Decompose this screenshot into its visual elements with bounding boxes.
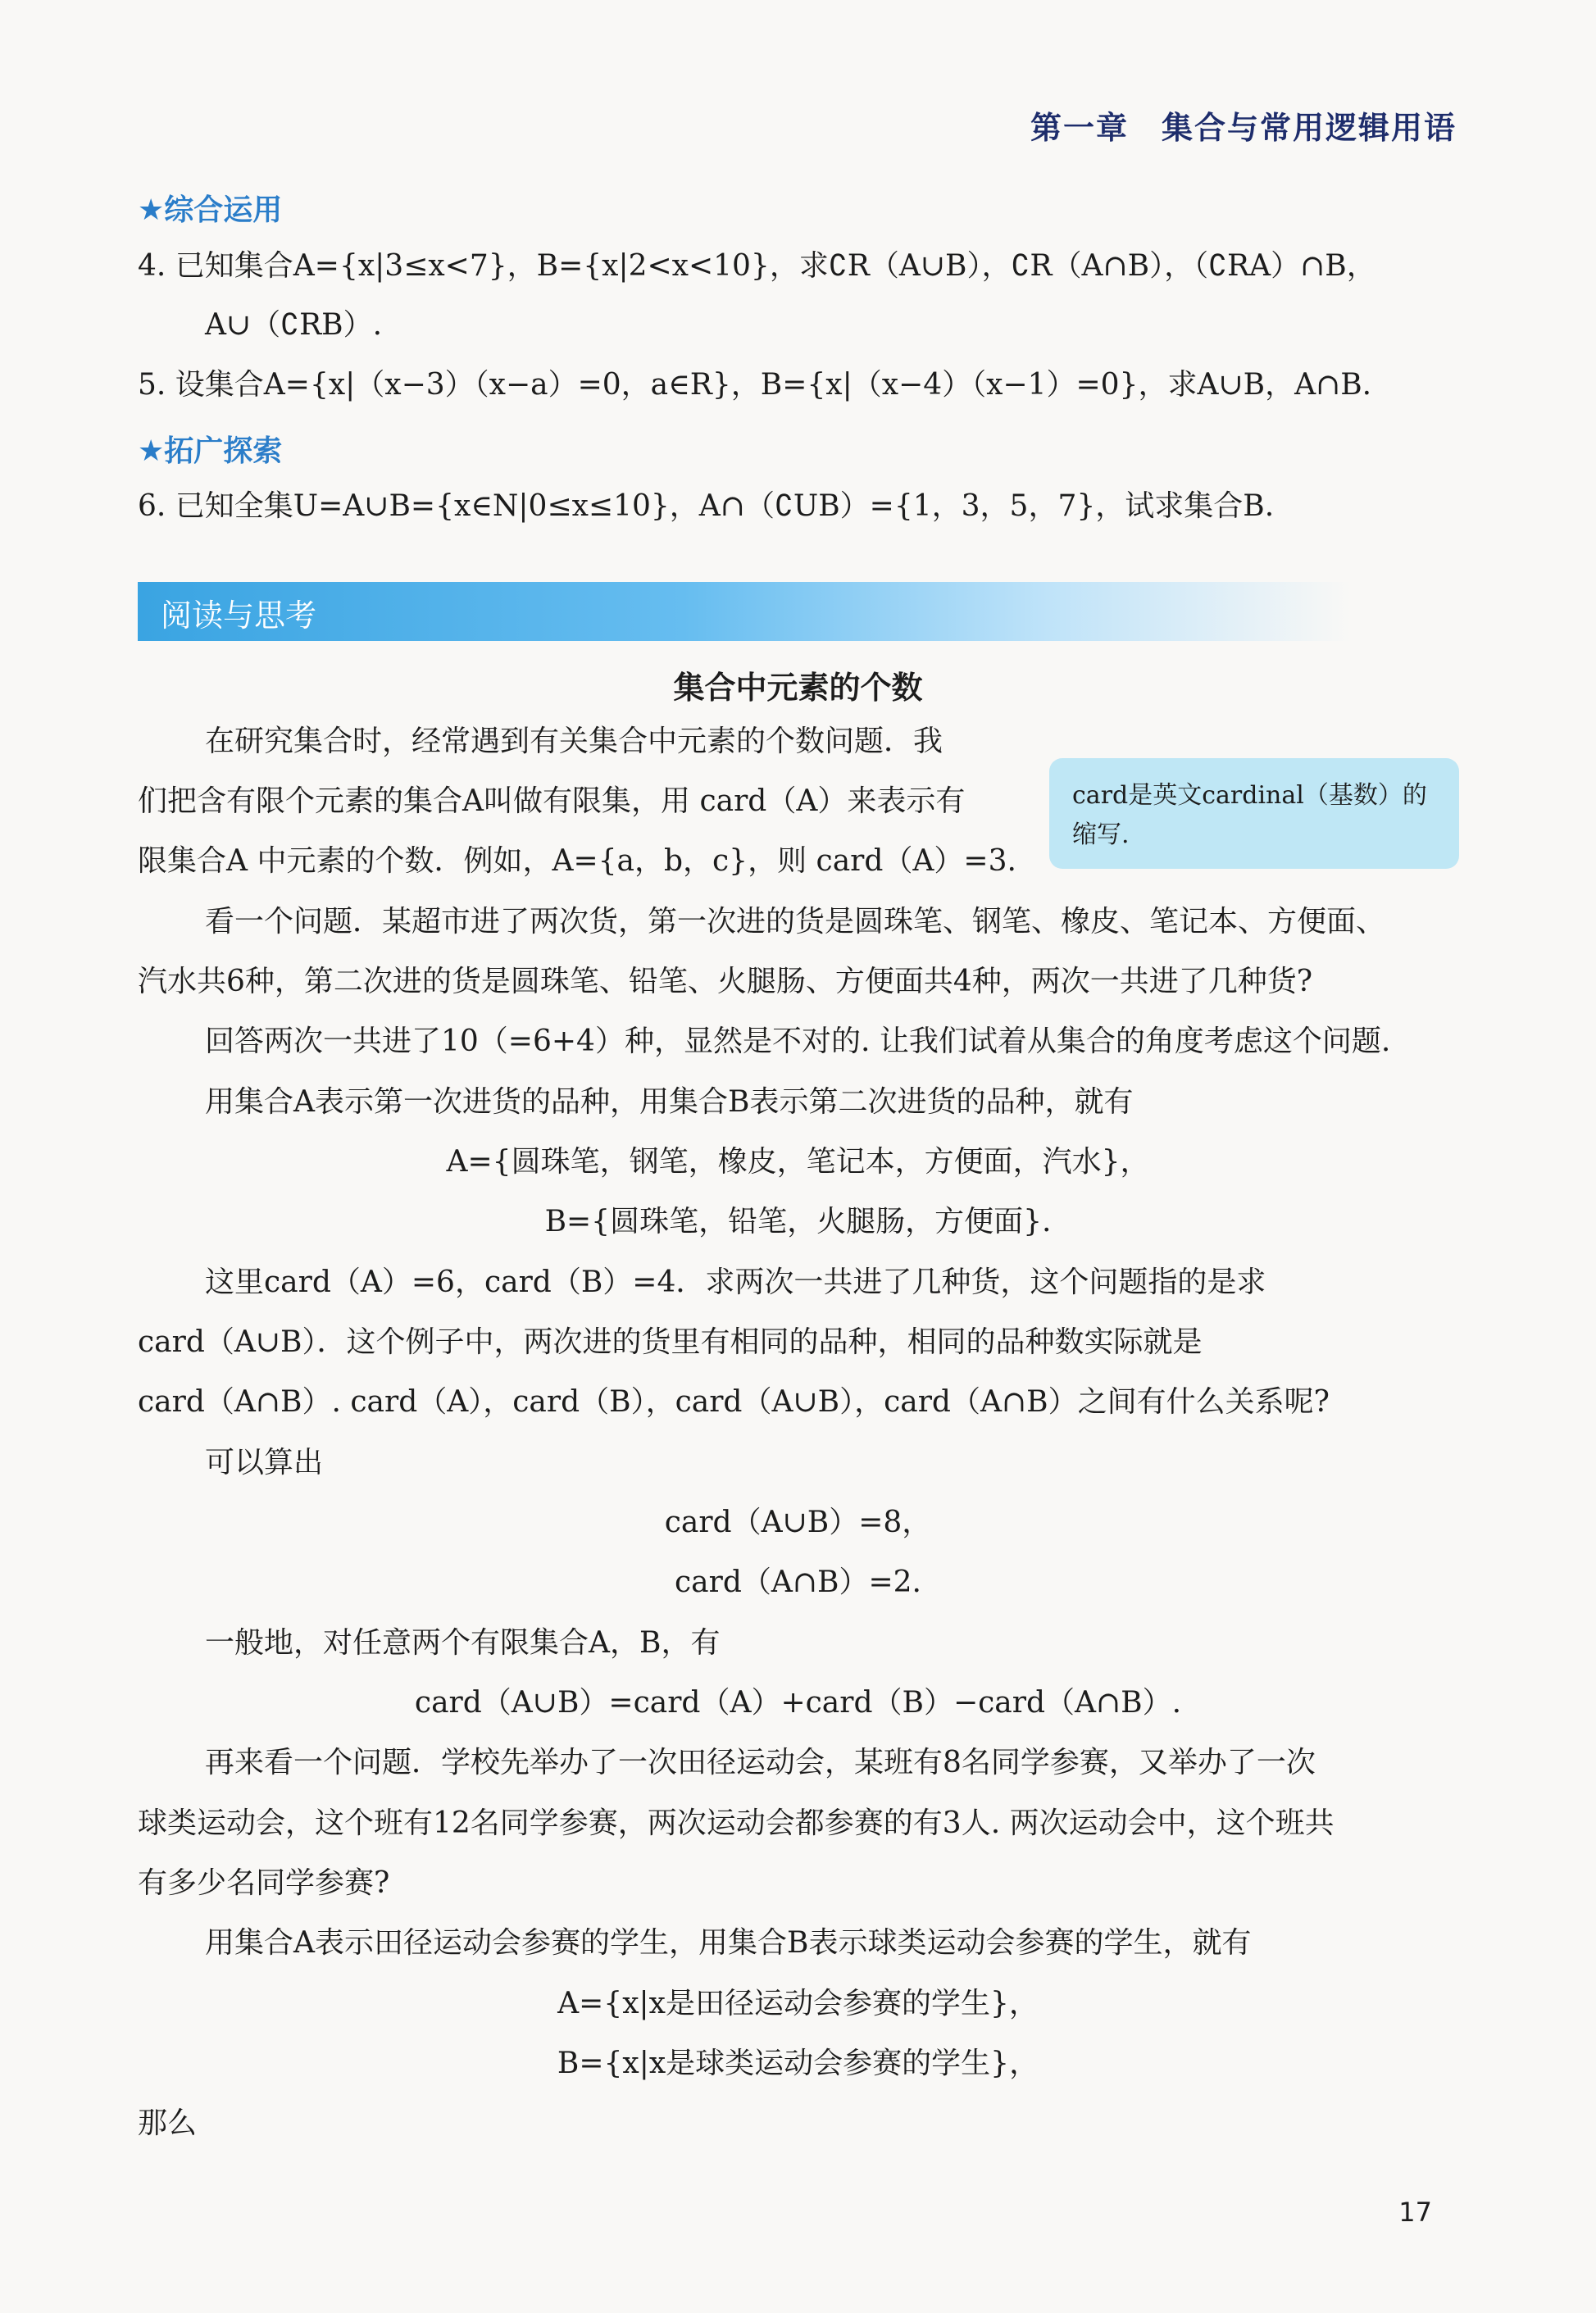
paragraph-line: 这里card（A）=6，card（B）=4．求两次一共进了几种货，这个问题指的是求 (205, 1266, 1266, 1299)
paragraph-line: 球类运动会，这个班有12名同学参赛，两次运动会都参赛的有3人. 两次运动会中，这个班共 (138, 1806, 1335, 1840)
formula-line: B={圆珠笔，铅笔，火腿肠，方便面}. (544, 1205, 1052, 1238)
formula-line: A={圆珠笔，钢笔，橡皮，笔记本，方便面，汽水}， (446, 1145, 1150, 1179)
exercise-4-line-1: 4. 已知集合A={x|3≤x<7}，B={x|2<x<10}，求∁R（A∪B），∁R（A∩B），（∁RA）∩B， (138, 249, 1376, 283)
paragraph-line: card（A∩B）. card（A），card（B），card（A∪B），card（A∩B）之间有什么关系呢? (138, 1385, 1330, 1419)
exercise-4-line-2: A∪（∁RB）. (205, 308, 383, 342)
paragraph-line: 用集合A表示田径运动会参赛的学生，用集合B表示球类运动会参赛的学生，就有 (205, 1926, 1252, 1960)
chapter-number: 第一章 (1030, 110, 1129, 146)
paragraph-line: card（A∪B）．这个例子中，两次进的货里有相同的品种，相同的品种数实际就是 (138, 1325, 1203, 1359)
formula-line: A={x|x是田径运动会参赛的学生}， (557, 1987, 1039, 2020)
reading-banner (138, 582, 1351, 641)
exercise-6: 6. 已知全集U=A∪B={x∈N|0≤x≤10}，A∩（∁UB）={1，3，5，7}，试求集合B. (138, 489, 1275, 523)
paragraph-line: 回答两次一共进了10（=6+4）种，显然是不对的. 让我们试着从集合的角度考虑这个问题. (205, 1025, 1391, 1058)
paragraph-line: 再来看一个问题．学校先举办了一次田径运动会，某班有8名同学参赛，又举办了一次 (205, 1746, 1316, 1779)
exercise-5: 5. 设集合A={x|（x−3）（x−a）=0，a∈R}，B={x|（x−4）（x−1）=0}，求A∪B，A∩B. (138, 368, 1372, 402)
section-heading-comprehensive: ★综合运用 (138, 193, 283, 227)
page-number: 17 (1398, 2197, 1432, 2228)
formula-line: B={x|x是球类运动会参赛的学生}， (557, 2047, 1039, 2080)
formula-line: card（A∪B）=8， (664, 1506, 932, 1539)
chapter-title: 集合与常用逻辑用语 (1161, 110, 1457, 146)
article-title: 集合中元素的个数 (673, 670, 923, 706)
formula-line: card（A∩B）=2. (674, 1565, 921, 1599)
reading-banner-title: 阅读与思考 (161, 598, 317, 634)
paragraph-line: 一般地，对任意两个有限集合A，B，有 (205, 1626, 721, 1660)
paragraph-line: 在研究集合时，经常遇到有关集合中元素的个数问题．我 (205, 725, 944, 758)
paragraph-line: 那么 (138, 2106, 198, 2140)
paragraph-line: 汽水共6种，第二次进的货是圆珠笔、铅笔、火腿肠、方便面共4种，两次一共进了几种货? (138, 965, 1313, 998)
chapter-header (1030, 102, 1457, 148)
side-note: card是英文cardinal（基数）的缩写. (1049, 758, 1459, 869)
formula-line: card（A∪B）=card（A）+card（B）−card（A∩B）. (414, 1686, 1182, 1720)
paragraph-line: 用集合A表示第一次进货的品种，用集合B表示第二次进货的品种，就有 (205, 1085, 1134, 1119)
section-heading-explore: ★拓广探索 (138, 434, 283, 468)
paragraph-line: 们把含有限个元素的集合A叫做有限集，用 card（A）来表示有 (138, 784, 966, 818)
paragraph-line: 有多少名同学参赛? (138, 1866, 390, 1900)
paragraph-line: 限集合A 中元素的个数．例如，A={a，b，c}，则 card（A）=3. (138, 844, 1016, 878)
paragraph-line: 看一个问题．某超市进了两次货，第一次进的货是圆珠笔、钢笔、橡皮、笔记本、方便面、 (205, 905, 1386, 938)
paragraph-line: 可以算出 (205, 1446, 324, 1479)
